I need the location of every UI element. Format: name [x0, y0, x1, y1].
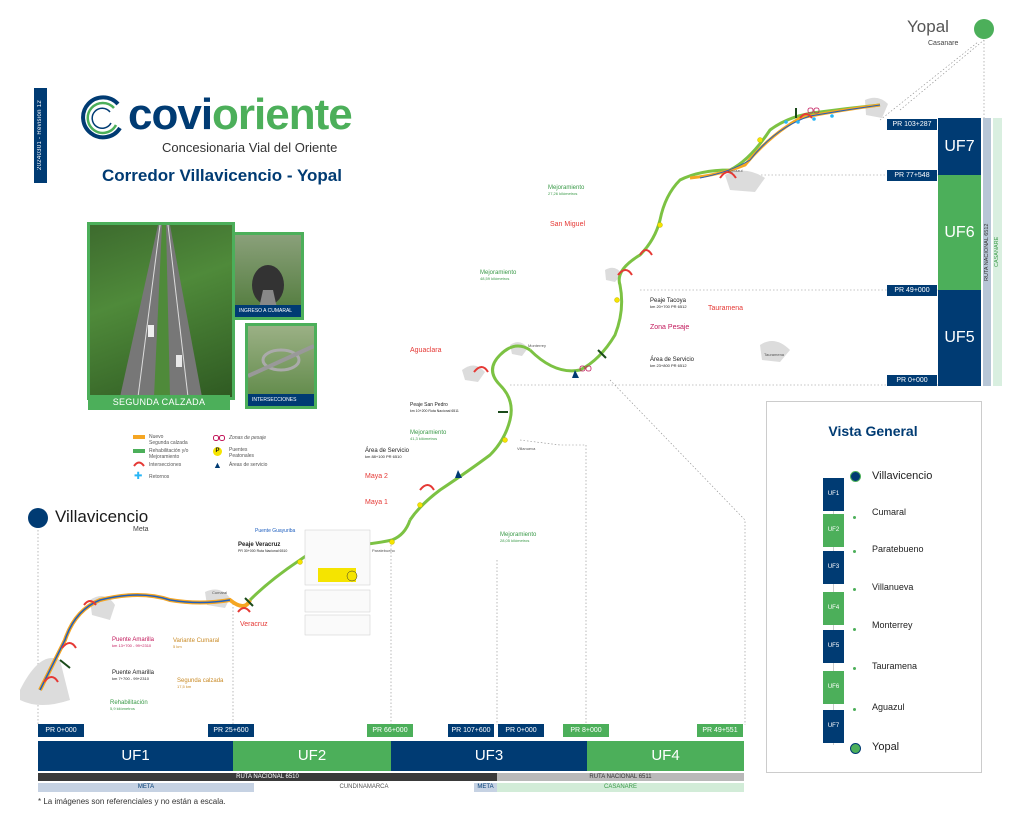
photo-caption-tunnel: INGRESO A CUMARAL [235, 305, 301, 317]
label-puente-amarilla-2: Puente Amarilla km 7+700 - 99+2310 [112, 670, 155, 681]
vg-city-villavicencio: Villavicencio [872, 470, 933, 482]
uf3-bottom: UF3 [391, 741, 587, 771]
label-mejoramiento-3: Mejoramiento 48,59 kilómetros [480, 270, 517, 281]
label-rehabilitacion: Rehabilitación 5,9 kilómetros [110, 700, 148, 711]
pr-bottom-0b: PR 0+000 [498, 724, 544, 737]
vg-uf6: UF6 [823, 671, 844, 704]
ruta-6510-bar: RUTA NACIONAL 6510 [38, 773, 497, 781]
label-area-servicio-2: Área de Servicio km 23+800 PR 6512 [650, 357, 695, 368]
pr-bottom-49: PR 49+551 [697, 724, 743, 737]
label-aguaclara: Aguaclara [410, 347, 442, 354]
uf5-label: UF5 [944, 329, 975, 346]
vg-uf7: UF7 [823, 710, 844, 743]
legend-item-areas-servicio: Áreas de servicio [229, 462, 268, 468]
brand-name-part2: oriente [212, 90, 352, 139]
legend-item-rehabilitacion: Rehabilitación y/o Mejoramiento [149, 448, 189, 460]
label-mejoramiento-1: Mejoramiento 28,05 kilómetros [500, 532, 537, 543]
label-tauramena-town: Tauramena [764, 352, 785, 357]
legend-item-zonas-pesaje: Zonas de pesaje [229, 435, 266, 441]
brand-name-part1: covi [128, 90, 213, 139]
vg-city-monterrey: Monterrey [872, 620, 913, 630]
dept-meta: Meta [133, 526, 149, 533]
vg-city-paratebueno: Paratebueno [872, 544, 924, 554]
pr-tag-0: PR 0+000 [887, 375, 937, 386]
vg-uf4: UF4 [823, 592, 844, 625]
vg-dot-cumaral-icon [853, 516, 856, 519]
dept-cundinamarca: CUNDINAMARCA [254, 783, 474, 792]
ruta-6511-bar: RUTA NACIONAL 6511 [497, 773, 744, 781]
label-veracruz: Veracruz [240, 621, 268, 628]
dept-casanare-bottom: CASANARE [497, 783, 744, 792]
photo-caption-interchange: INTERSECCIONES [248, 394, 314, 406]
label-segunda-calzada: Segunda calzada 17,5 km [177, 678, 224, 689]
label-maya-1: Maya 1 [365, 499, 388, 506]
pr-bottom-0: PR 0+000 [38, 724, 84, 737]
photo-caption-segunda-calzada: SEGUNDA CALZADA [88, 395, 230, 410]
label-paratebueno-town: Paratebueno [372, 548, 395, 553]
uf7-label: UF7 [944, 138, 975, 155]
vg-city-tauramena: Tauramena [872, 661, 918, 671]
label-peaje-veracruz: Peaje Veracruz PR 30+000 Ruta Nacional 6510 [238, 542, 288, 553]
pr-tag-49: PR 49+000 [887, 285, 937, 296]
vg-uf2: UF2 [823, 514, 844, 547]
pr-bottom-8: PR 8+000 [563, 724, 609, 737]
legend-item-puentes: Puentes Peatonales [229, 447, 255, 459]
vg-city-aguazul: Aguazul [872, 702, 905, 712]
vista-general-title: Vista General [828, 423, 918, 439]
label-villanueva-town: Villanueva [517, 446, 536, 451]
legend-item-retornos: Retornos [149, 474, 170, 480]
uf2-bottom: UF2 [233, 741, 391, 771]
city-villavicencio: Villavicencio [55, 507, 149, 526]
label-puente-guayuriba: Puente Guayuriba [255, 528, 296, 534]
return-icon: ✚ [134, 471, 143, 482]
label-peaje-san-pedro: Peaje San Pedro km 10+200 Ruta Nacional 6511 [410, 402, 459, 413]
vg-city-yopal: Yopal [872, 741, 900, 753]
label-tauramena: Tauramena [708, 305, 744, 312]
vg-dot-monterrey-icon [853, 628, 856, 631]
vg-yopal-icon [850, 743, 861, 754]
ruta-6512-label: RUTA NACIONAL 6512 [984, 223, 990, 281]
dept-meta-2: META [474, 783, 497, 792]
pr-tag-103: PR 103+287 [887, 119, 937, 130]
footnote: * La imágenes son referenciales y no están a escala. [38, 797, 226, 806]
label-mejoramiento-4: Mejoramiento 27,26 kilómetros [548, 185, 585, 196]
label-mejoramiento-2: Mejoramiento 41,3 kilómetros [410, 430, 447, 441]
label-peaje-tacoya: Peaje Tacoya km 20+700 PR 6512 [650, 298, 687, 309]
dept-casanare: Casanare [928, 40, 959, 47]
label-puente-amarilla-1: Puente Amarilla km 13+700 - 99+2310 [112, 637, 155, 648]
label-monterrey-town: Monterrey [528, 343, 547, 348]
vg-uf1: UF1 [823, 478, 844, 511]
legend-item-nuevo: Nuevo Segunda calzada [149, 434, 188, 446]
revision-text: 20240301 - Revisión 12 [37, 100, 43, 171]
vg-dot-paratebueno-icon [853, 550, 856, 553]
pr-bottom-66: PR 66+000 [367, 724, 413, 737]
corridor-title: Corredor Villavicencio - Yopal [102, 166, 342, 185]
label-variante-cumaral: Variante Cumaral 5 km [173, 638, 220, 649]
bridge-icon: P [213, 447, 222, 456]
pr-bottom-107: PR 107+600 [448, 724, 494, 737]
pr-tag-77: PR 77+548 [887, 170, 937, 181]
vg-uf5: UF5 [823, 630, 844, 663]
vg-city-cumaral: Cumaral [872, 507, 907, 517]
city-yopal: Yopal [907, 17, 949, 36]
service-area-icon: ▲ [213, 460, 222, 470]
label-san-miguel: San Miguel [550, 221, 586, 228]
label-maya-2: Maya 2 [365, 473, 388, 480]
vg-city-villanueva: Villanueva [872, 582, 914, 592]
vg-dot-aguazul-icon [853, 708, 856, 711]
vg-uf3: UF3 [823, 551, 844, 584]
dept-meta-1: META [38, 783, 254, 792]
uf1-bottom: UF1 [38, 741, 233, 771]
label-area-servicio-1: Área de Servicio km 88+100 PR 6510 [365, 448, 410, 459]
label-cumaral-town: Cumaral [212, 590, 228, 595]
label-zona-pesaje: Zona Pesaje [650, 324, 690, 331]
brand-subtitle: Concesionaria Vial del Oriente [162, 140, 338, 155]
vg-dot-tauramena-icon [853, 667, 856, 670]
uf4-bottom: UF4 [587, 741, 744, 771]
legend-item-intersecciones: Intersecciones [149, 462, 182, 468]
vg-villavicencio-icon [850, 471, 861, 482]
label-aguazul-town: Aguazul [728, 168, 743, 173]
vg-dot-villanueva-icon [853, 588, 856, 591]
casanare-label: CASANARE [994, 236, 1000, 268]
pr-bottom-25: PR 25+600 [208, 724, 254, 737]
uf6-label: UF6 [944, 224, 975, 241]
